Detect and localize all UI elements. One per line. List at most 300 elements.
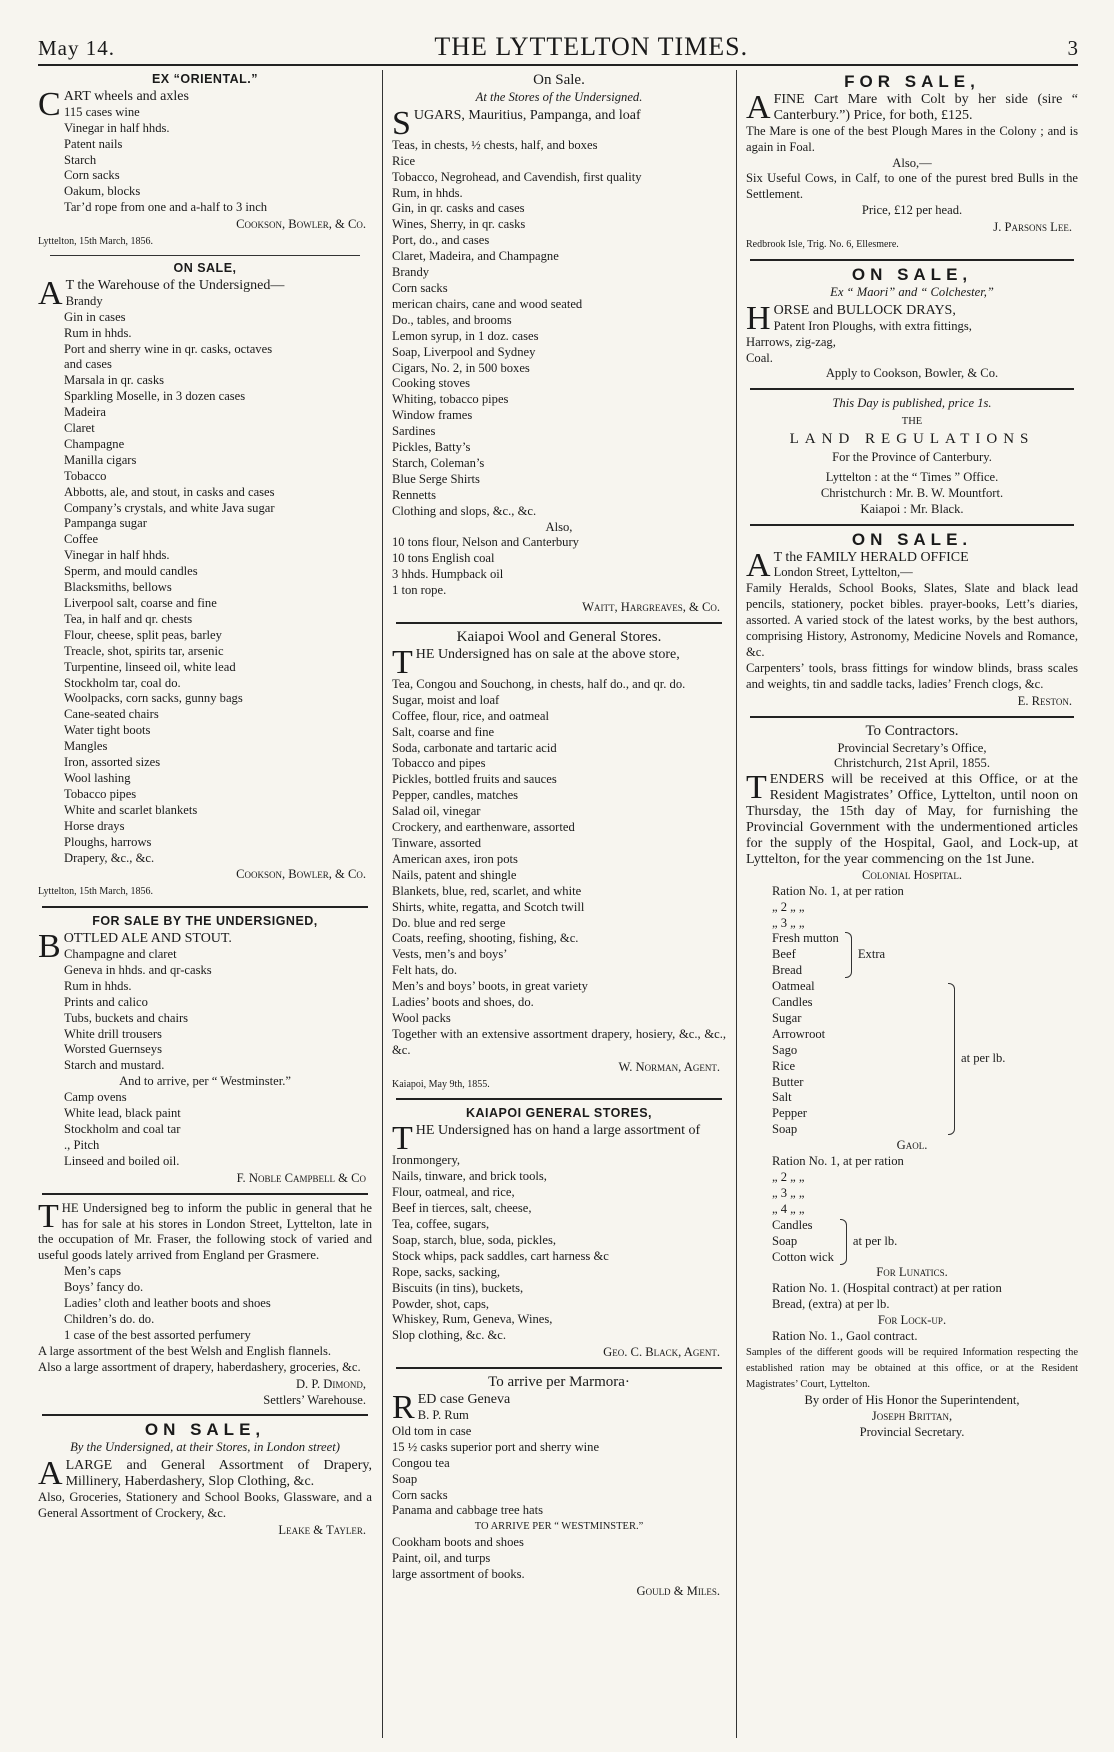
ad-signature: F. Noble Campbell & Co [236, 1170, 366, 1185]
list-item: Tar’d rope from one and a-half to 3 inch [64, 200, 268, 215]
ad-separator [42, 1414, 368, 1416]
list-item: Nails, patent and shingle [392, 867, 517, 882]
item-list [772, 1218, 834, 1266]
ad-body [38, 1197, 372, 1265]
list-item: White and scarlet blankets [64, 802, 198, 817]
list-item: Champagne and claret [64, 947, 177, 962]
item-list [392, 1408, 726, 1519]
drop-cap: A [746, 88, 771, 126]
list-item: Fresh mutton [772, 931, 839, 946]
item-list [392, 138, 726, 520]
item-list [38, 105, 372, 216]
list-item: Drapery, &c., &c. [64, 850, 155, 865]
list-item: Ration No. 1, at per ration [772, 1154, 904, 1169]
list-item: Rum, in hhds. [392, 185, 463, 200]
list-item: Rum in hhds. [64, 325, 132, 340]
item-list [772, 979, 942, 1138]
drop-cap: B [38, 928, 61, 966]
list-item: Soap, Liverpool and Sydney [392, 344, 536, 359]
ad-dateline: Lyttelton, 15th March, 1856. [38, 236, 153, 248]
ad-on-sale-warehouse [38, 261, 372, 900]
list-item: Teas, in chests, ½ chests, half, and boxes [392, 137, 598, 152]
ad-heading: ON SALE, [144, 1420, 266, 1440]
list-item: Linseed and boiled oil. [64, 1153, 180, 1168]
list-item: Marsala in qr. casks [64, 373, 165, 388]
ad-first-line: FINE Cart Mare with Colt by her side (sire “ Canterbury.”) Price, for both, £125. [773, 91, 1078, 123]
list-item: Cookham boots and shoes [392, 1535, 524, 1550]
list-item: Gin, in qr. casks and cases [392, 201, 525, 216]
masthead [38, 28, 1078, 66]
ad-marmora [392, 1375, 726, 1600]
list-item: Panama and cabbage tree hats [392, 1503, 544, 1518]
ad-text: The Mare is one of the best Plough Mares in the Colony ; and is again in Foal. [746, 123, 1078, 154]
ad-signature-2: Settlers’ Warehouse. [263, 1392, 366, 1407]
ad-heading: KAIAPOI GENERAL STORES, [465, 1106, 653, 1121]
list-item: Candles [772, 1217, 813, 1232]
perlb-label: at per lb. [961, 1050, 1006, 1065]
list-item: B. P. Rum [417, 1407, 469, 1422]
list-item: Lemon syrup, in 1 doz. cases [392, 328, 539, 343]
hospital-label: Colonial Hospital. [861, 867, 963, 882]
ad-separator [750, 716, 1074, 718]
lunatic-bread: Bread, (extra) at per lb. [772, 1297, 890, 1312]
list-item: 1 case of the best assorted perfumery [64, 1327, 251, 1342]
list-item: Rennetts [392, 487, 437, 502]
list-item: Kaiapoi : Mr. Black. [860, 501, 964, 516]
list-item: Flour, oatmeal, and rice, [392, 1185, 515, 1200]
lunatic-ration: Ration No. 1. (Hospital contract) at per ration [772, 1281, 1002, 1296]
list-item: Sugar [772, 1010, 802, 1025]
ad-dateline: Kaiapoi, May 9th, 1855. [392, 1078, 490, 1090]
ad-signature: E. Reston. [1017, 693, 1072, 708]
ad-body [746, 769, 1078, 867]
list-item: Flour, cheese, split peas, barley [64, 627, 222, 642]
ad-heading: On Sale. [533, 72, 585, 88]
list-item: White drill trousers [64, 1026, 162, 1041]
column-1 [38, 70, 372, 1740]
ad-dateline: Lyttelton, 15th March, 1856. [38, 886, 153, 898]
list-item: Lyttelton : at the “ Times ” Office. [825, 469, 999, 484]
list-item: Iron, assorted sizes [64, 755, 161, 770]
ad-first-line: HE Undersigned has on sale at the above store, [415, 646, 680, 662]
ad-first-line: HE Undersigned has on hand a large assortment of [415, 1123, 701, 1139]
ad-apply: Apply to Cookson, Bowler, & Co. [825, 366, 999, 381]
ad-signature: Geo. C. Black, Agent. [603, 1345, 720, 1360]
drop-cap: R [392, 1389, 415, 1427]
list-item: Beef in tierces, salt, cheese, [392, 1201, 532, 1216]
ad-leake-tayler [38, 1422, 372, 1538]
list-item: Ironmongery, [392, 1153, 461, 1168]
lockup-label: For Lock-up. [877, 1313, 947, 1328]
ad-separator [396, 1098, 722, 1100]
ad-separator [42, 906, 368, 908]
ad-body [746, 88, 1078, 126]
ad-first-line: ED case Geneva [417, 1392, 511, 1408]
ad-opening [392, 643, 726, 681]
ad-street: London Street, Lyttelton,— [773, 565, 913, 580]
list-item: Arrowroot [772, 1026, 826, 1041]
list-item: Soap, starch, blue, soda, pickles, [392, 1232, 557, 1247]
drop-cap: T [38, 1197, 59, 1235]
ad-text: Together with an extensive assortment drapery, hosiery, &c., &c., &c. [392, 1026, 726, 1057]
list-item: Turpentine, linseed oil, white lead [64, 659, 236, 674]
ad-to-contractors [746, 724, 1078, 1441]
list-item: Tobacco [64, 468, 107, 483]
list-item: Coffee [64, 532, 99, 547]
list-item: Congou tea [392, 1455, 450, 1470]
arrive-note: TO ARRIVE PER “ WESTMINSTER.” [474, 1521, 644, 1533]
list-item: and cases [64, 357, 112, 372]
page-number: 3 [1067, 36, 1078, 60]
list-item: Felt hats, do. [392, 963, 458, 978]
list-item: 115 cases wine [64, 104, 140, 119]
list-item: Mangles [64, 739, 108, 754]
ad-first-line: ART wheels and axles [63, 88, 189, 104]
land-title: LAND REGULATIONS [789, 431, 1035, 448]
list-item: Coffee, flour, rice, and oatmeal [392, 708, 549, 723]
item-list [772, 931, 839, 979]
ad-signature: J. Parsons Lee. [993, 220, 1072, 235]
list-item: Liverpool salt, coarse and fine [64, 596, 217, 610]
column-rule [736, 70, 737, 1738]
list-item: Coats, reefing, shooting, fishing, &c. [392, 931, 579, 946]
list-item: „ 2 „ „ [772, 1170, 805, 1184]
ad-signature-2: Provincial Secretary. [859, 1424, 965, 1439]
ad-body [38, 1455, 372, 1493]
list-item: Blankets, blue, red, scarlet, and white [392, 883, 582, 898]
also-label: Also,— [892, 155, 932, 170]
list-item: Pickles, Batty’s [392, 440, 471, 455]
ad-separator [750, 259, 1074, 261]
list-item: Blacksmiths, bellows [64, 580, 172, 595]
ad-separator [750, 524, 1074, 526]
list-item: Oakum, blocks [64, 184, 141, 199]
ad-first-line: UGARS, Mauritius, Pampanga, and loaf [413, 107, 641, 123]
ad-first-line: ORSE and BULLOCK DRAYS, [773, 302, 956, 318]
list-item: Corn sacks [392, 280, 448, 295]
ad-family-herald [746, 529, 1078, 710]
item-list [392, 1535, 726, 1583]
ad-separator [750, 388, 1074, 390]
ad-heading: To Contractors. [865, 722, 959, 739]
list-item: Vinegar in half hhds. [64, 120, 170, 135]
land-the: THE [901, 416, 923, 428]
ad-kaiapoi-wool [392, 630, 726, 1092]
list-item: Window frames [392, 408, 473, 423]
list-item: Cooking stoves [392, 376, 471, 391]
list-item: Gin in cases [64, 309, 126, 324]
ad-heading: To arrive per Marmora· [488, 1374, 630, 1391]
masthead-title: THE LYTTELTON TIMES. [434, 32, 749, 61]
drop-cap: T [746, 769, 767, 807]
list-item: Vinegar in half hhds. [64, 548, 170, 563]
list-item: 1 ton rope. [392, 583, 447, 598]
ad-opening [392, 1120, 726, 1158]
list-item: Beef [772, 947, 796, 962]
list-item: Men’s and boys’ boots, in great variety [392, 979, 588, 994]
drop-cap: H [746, 299, 771, 337]
list-item: Starch and mustard. [64, 1058, 165, 1073]
list-item: Abbotts, ale, and stout, in casks and cases [64, 484, 275, 499]
list-item: Blue Serge Shirts [392, 471, 480, 486]
list-item: Rice [772, 1058, 796, 1073]
masthead-date: May 14. [38, 36, 115, 60]
ad-signature: D. P. Dimond, [295, 1376, 366, 1391]
column-2 [392, 70, 726, 1740]
ad-text-2: Also, Groceries, Stationery and School Books, Glassware, and a General Assortment of Crockery, &c. [38, 1490, 372, 1520]
list-item: Patent Iron Ploughs, with extra fittings, [773, 318, 972, 333]
ad-heading: FOR SALE BY THE UNDERSIGNED, [92, 914, 318, 929]
list-item: Oatmeal [772, 979, 815, 994]
gaol-label: Gaol. [896, 1138, 928, 1153]
ad-first-line: T the FAMILY HERALD OFFICE [773, 549, 969, 565]
ad-heading: Kaiapoi Wool and General Stores. [456, 629, 662, 645]
list-item: Ladies’ cloth and leather boots and shoes [64, 1296, 271, 1311]
ad-price: Price, £12 per head. [861, 203, 963, 218]
list-item: merican chairs, cane and wood seated [392, 296, 583, 311]
list-item: Biscuits (in tins), buckets, [392, 1280, 524, 1295]
list-item: Cigars, No. 2, in 500 boxes [392, 360, 530, 375]
list-item: 15 ½ casks superior port and sherry wine [392, 1439, 600, 1454]
list-item: Men’s caps [64, 1264, 122, 1279]
list-item: Paint, oil, and turps [392, 1551, 491, 1566]
ad-text-2: Six Useful Cows, in Calf, to one of the purest bred Bulls in the Settlement. [746, 171, 1078, 202]
list-item: Wool lashing [64, 770, 131, 785]
list-item: Prints and calico [64, 994, 148, 1009]
lockup-ration: Ration No. 1., Gaol contract. [772, 1329, 918, 1344]
ad-kaiapoi-general [392, 1106, 726, 1361]
list-item: Do. blue and red serge [392, 915, 506, 930]
list-item: Wool packs [392, 1010, 451, 1025]
ad-subheading: By the Undersigned, at their Stores, in London street) [70, 1440, 340, 1455]
list-item: Tobacco, Negrohead, and Cavendish, first quality [392, 169, 642, 184]
item-list [38, 1264, 372, 1344]
ad-text-2: Carpenters’ tools, brass fittings for window blinds, brass scales and weights, tin and saddle tacks, ladies’ French clogs, &c. [746, 660, 1078, 691]
ad-subheading: This Day is published, price 1s. [832, 396, 992, 411]
column-rule [382, 70, 383, 1738]
ad-text: LARGE and General Assortment of Drapery, Millinery, Haberdashery, Slop Clothing, &c. [65, 1458, 372, 1490]
list-item: Butter [772, 1074, 804, 1089]
list-item: „ 3 „ „ [772, 915, 805, 930]
list-item: ., Pitch [64, 1137, 100, 1152]
ad-separator [396, 622, 722, 624]
list-item: Rope, sacks, sacking, [392, 1264, 501, 1279]
list-item: Manilla cigars [64, 452, 137, 467]
ad-text-2: Samples of the different goods will be required Information respecting the established ration may be obtained at this office, or at the Resident Magistrates’ Court, Lyttelton. [746, 1346, 1078, 1390]
ad-land-regulations [746, 396, 1078, 517]
list-item: Claret, Madeira, and Champagne [392, 249, 559, 264]
ad-subheading: At the Stores of the Undersigned. [475, 89, 643, 104]
list-item: Tea, Congou and Souchong, in chests, half do., and qr. do. [392, 676, 686, 691]
ad-heading: ON SALE, [173, 260, 237, 275]
list-item: Rice [392, 153, 416, 168]
also-label: Also, [545, 519, 573, 534]
list-item: Whiskey, Rum, Geneva, Wines, [392, 1312, 553, 1327]
list-item: Salt, coarse and fine [392, 724, 495, 739]
list-item: Ploughs, harrows [64, 834, 152, 849]
ad-bottled-ale [38, 914, 372, 1186]
list-item: Stockholm tar, coal do. [64, 675, 181, 690]
list-item: Patent nails [64, 136, 123, 151]
item-list [746, 1154, 1078, 1218]
extra-group [746, 931, 1078, 979]
list-item: Sparkling Moselle, in 3 dozen cases [64, 389, 246, 404]
item-list [38, 294, 372, 867]
list-item: Salt [772, 1090, 792, 1105]
list-item: Claret [64, 421, 95, 436]
list-item: Stock whips, pack saddles, cart harness &c [392, 1248, 609, 1263]
item-list [392, 1153, 726, 1344]
ad-on-sale-stores [392, 73, 726, 616]
arrive-note: And to arrive, per “ Westminster.” [119, 1074, 291, 1089]
list-item: Tobacco pipes [64, 786, 137, 801]
list-item: Do., tables, and brooms [392, 312, 512, 327]
list-item: Tobacco and pipes [392, 756, 486, 771]
drop-cap: A [38, 1455, 63, 1493]
list-item: „ 4 „ „ [772, 1201, 805, 1216]
list-item: Tinware, assorted [392, 835, 482, 850]
list-item: Worsted Guernseys [64, 1042, 162, 1057]
list-item: Children’s do. do. [64, 1311, 155, 1326]
list-item: Corn sacks [392, 1487, 448, 1502]
list-item: „ 3 „ „ [772, 1185, 805, 1200]
ad-signature: Waitt, Hargreaves, & Co. [582, 600, 720, 615]
list-item: Soap [772, 1122, 798, 1137]
drop-cap: A [38, 274, 63, 312]
list-item: Old tom in case [392, 1423, 472, 1438]
ad-signature: Cookson, Bowler, & Co. [236, 867, 366, 882]
item-list [746, 470, 1078, 518]
list-item: Candles [772, 995, 813, 1010]
list-item: Pepper [772, 1106, 807, 1121]
ad-opening [392, 104, 726, 142]
ad-text: HE Undersigned beg to inform the public in general that he has for sale at his stores in London Street, Lyttelton, late in the occupation of Mr. Fraser, the following stock of varied and useful goods lately arrived from England per Grasmere. [38, 1200, 372, 1263]
ad-first-line: OTTLED ALE AND STOUT. [63, 931, 232, 947]
list-item: Pickles, bottled fruits and sauces [392, 772, 557, 787]
list-item: Crockery, and earthenware, assorted [392, 820, 575, 835]
list-item: Port, do., and cases [392, 233, 490, 248]
list-item: Slop clothing, &c. &c. [392, 1328, 507, 1343]
ad-signature: Cookson, Bowler, & Co. [236, 217, 366, 232]
ad-first-line: T the Warehouse of the Undersigned— [65, 277, 285, 293]
list-item: Port and sherry wine in qr. casks, octaves [64, 341, 273, 356]
list-item: Geneva in hhds. and qr-casks [64, 962, 212, 977]
list-item: Corn sacks [64, 168, 120, 183]
list-item: Cane-seated chairs [64, 707, 159, 722]
list-item: Starch, Coleman’s [392, 455, 485, 470]
ad-separator [396, 1367, 722, 1369]
list-item: 3 hhds. Humpback oil [392, 567, 504, 582]
list-item: 10 tons flour, Nelson and Canterbury [392, 535, 579, 550]
list-item: Tea, in half and qr. chests [64, 611, 193, 626]
brace [948, 983, 955, 1135]
drop-cap: T [392, 1120, 413, 1158]
ad-text: ENDERS will be received at this Office, or at the Resident Magistrates’ Office, Lyttelton, until noon on Thursday, the 15th day of May, for furnishing the Provincial Government with the undermentioned articles for the supply of the Hospital, Gaol, and Lock-up, at Lyttelton, for the year commencing on the 1st June. [746, 772, 1078, 867]
list-item: Christchurch : Mr. B. W. Mountfort. [820, 485, 1004, 500]
list-item: Sperm, and mould candles [64, 564, 198, 579]
ad-cart-mare [746, 74, 1078, 253]
ad-signature: Leake & Tayler. [278, 1522, 366, 1537]
perlb-group [746, 979, 1078, 1138]
gaol-perlb-group [746, 1218, 1078, 1266]
list-item: Harrows, zig-zag, [746, 334, 836, 349]
list-item: Tea, coffee, sugars, [392, 1217, 490, 1231]
list-item: Champagne [64, 436, 125, 451]
ad-subheading: Ex “ Maori” and “ Colchester,” [830, 284, 994, 299]
land-province: For the Province of Canterbury. [832, 450, 992, 465]
ad-signature: Joseph Brittan, [871, 1408, 953, 1423]
ad-signature: W. Norman, Agent. [618, 1059, 720, 1074]
drop-cap: T [392, 643, 413, 681]
list-item: Clothing and slops, &c., &c. [392, 503, 537, 518]
ad-separator [42, 1193, 368, 1195]
list-item: Pepper, candles, matches [392, 788, 519, 803]
list-item: Sago [772, 1042, 798, 1057]
ad-drays [746, 264, 1078, 382]
ad-signature: Gould & Miles. [636, 1583, 720, 1598]
list-item: Sardines [392, 424, 436, 439]
ad-ex-oriental [38, 72, 372, 250]
list-item: Camp ovens [64, 1090, 127, 1105]
list-item: large assortment of books. [392, 1567, 525, 1582]
list-item: Woolpacks, corn sacks, gunny bags [64, 691, 243, 706]
ad-text-2: A large assortment of the best Welsh and English flannels. [38, 1343, 332, 1358]
list-item: „ 2 „ „ [772, 899, 805, 914]
item-list [392, 535, 726, 599]
item-list [38, 947, 372, 1074]
ad-separator [50, 255, 360, 256]
list-item: Vests, men’s and boys’ [392, 947, 508, 962]
brace [845, 932, 852, 978]
list-item: Pampanga sugar [64, 516, 147, 531]
drop-cap: C [38, 85, 61, 123]
list-item: Madeira [64, 405, 106, 420]
ad-text-3: Also a large assortment of drapery, haberdashery, groceries, &c. [38, 1359, 361, 1374]
drop-cap: S [392, 104, 411, 142]
list-item: Soap [392, 1471, 418, 1486]
list-item: Cotton wick [772, 1249, 834, 1264]
list-item: Rum in hhds. [64, 978, 132, 993]
list-item: Soda, carbonate and tartaric acid [392, 740, 557, 755]
ad-heading: EX “ORIENTAL.” [151, 72, 259, 86]
list-item: Ration No. 1, at per ration [772, 883, 904, 898]
column-3 [746, 70, 1078, 1740]
list-item: American axes, iron pots [392, 851, 518, 866]
list-item: Water tight boots [64, 723, 151, 738]
list-item: Stockholm and coal tar [64, 1122, 181, 1136]
list-item: Brandy [65, 293, 103, 308]
list-item: Bread [772, 963, 803, 978]
drop-cap: A [746, 546, 771, 584]
list-item: Wines, Sherry, in qr. casks [392, 217, 526, 232]
list-item: White lead, black paint [64, 1106, 181, 1121]
list-item: 10 tons English coal [392, 551, 495, 566]
ad-heading: FOR SALE, [844, 72, 980, 91]
extra-label: Extra [857, 947, 886, 962]
ad-office: Provincial Secretary’s Office, [837, 740, 987, 755]
list-item: Company’s crystals, and white Java sugar [64, 500, 275, 515]
item-list [38, 1090, 372, 1170]
list-item: Boys’ fancy do. [64, 1280, 144, 1295]
list-item: Horse drays [64, 818, 125, 833]
ad-heading: ON SALE. [851, 529, 973, 549]
list-item: Whiting, tobacco pipes [392, 392, 509, 407]
ad-date: Christchurch, 21st April, 1855. [833, 756, 990, 771]
list-item: Ladies’ boots and shoes, do. [392, 995, 534, 1010]
brace [840, 1219, 847, 1265]
item-list [392, 677, 726, 1027]
list-item: Coal. [746, 350, 773, 365]
